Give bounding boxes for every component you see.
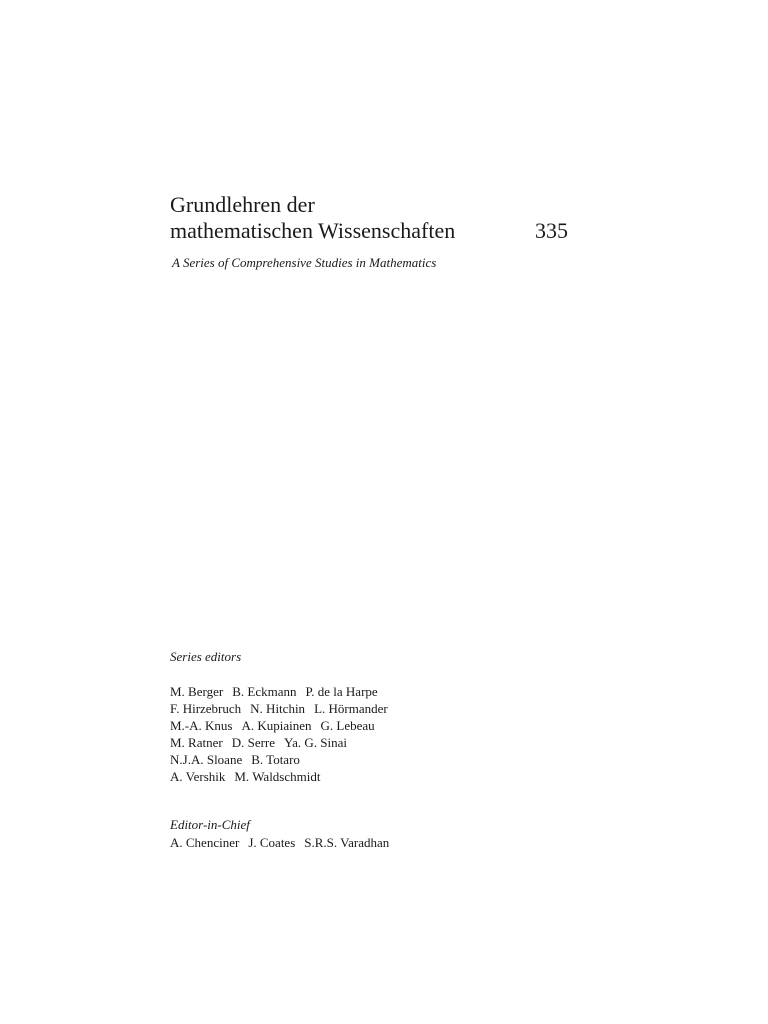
series-title bbox=[170, 192, 455, 244]
series-volume-number: 335 bbox=[535, 218, 568, 243]
editor-name: N.J.A. Sloane bbox=[170, 752, 243, 767]
editor-name: M. Berger bbox=[170, 684, 224, 699]
chief-editor-name: A. Chenciner bbox=[170, 835, 240, 850]
editor-name: A. Kupiainen bbox=[241, 718, 312, 733]
chief-editor-name: S.R.S. Varadhan bbox=[304, 835, 390, 850]
editor-name: A. Vershik bbox=[170, 769, 226, 784]
editors-row bbox=[170, 768, 388, 785]
editor-name: M. Ratner bbox=[170, 735, 223, 750]
editor-name: N. Hitchin bbox=[250, 701, 306, 716]
editor-name: B. Totaro bbox=[251, 752, 300, 767]
series-subtitle: A Series of Comprehensive Studies in Mathematics bbox=[172, 255, 437, 270]
editors-row bbox=[170, 717, 388, 734]
editor-name: M.-A. Knus bbox=[170, 718, 233, 733]
editor-in-chief-heading: Editor-in-Chief bbox=[170, 817, 250, 832]
editors-row bbox=[170, 751, 388, 768]
editor-name: B. Eckmann bbox=[232, 684, 297, 699]
series-title-line-1: Grundlehren der bbox=[170, 192, 315, 217]
editors-row bbox=[170, 700, 388, 717]
series-title-line-2: mathematischen Wissenschaften bbox=[170, 218, 456, 243]
chief-editor-name: J. Coates bbox=[248, 835, 296, 850]
editors-row bbox=[170, 734, 388, 751]
chief-row bbox=[170, 834, 389, 851]
editor-in-chief-list bbox=[170, 834, 389, 851]
series-editors-list bbox=[170, 683, 388, 785]
series-editors-heading: Series editors bbox=[170, 649, 242, 664]
editor-name: Ya. G. Sinai bbox=[284, 735, 348, 750]
editor-name: G. Lebeau bbox=[320, 718, 375, 733]
editor-name: M. Waldschmidt bbox=[234, 769, 321, 784]
editor-name: D. Serre bbox=[231, 735, 276, 750]
editor-name: L. Hörmander bbox=[314, 701, 388, 716]
editor-name: P. de la Harpe bbox=[305, 684, 378, 699]
editors-row bbox=[170, 683, 388, 700]
editor-name: F. Hirzebruch bbox=[170, 701, 242, 716]
